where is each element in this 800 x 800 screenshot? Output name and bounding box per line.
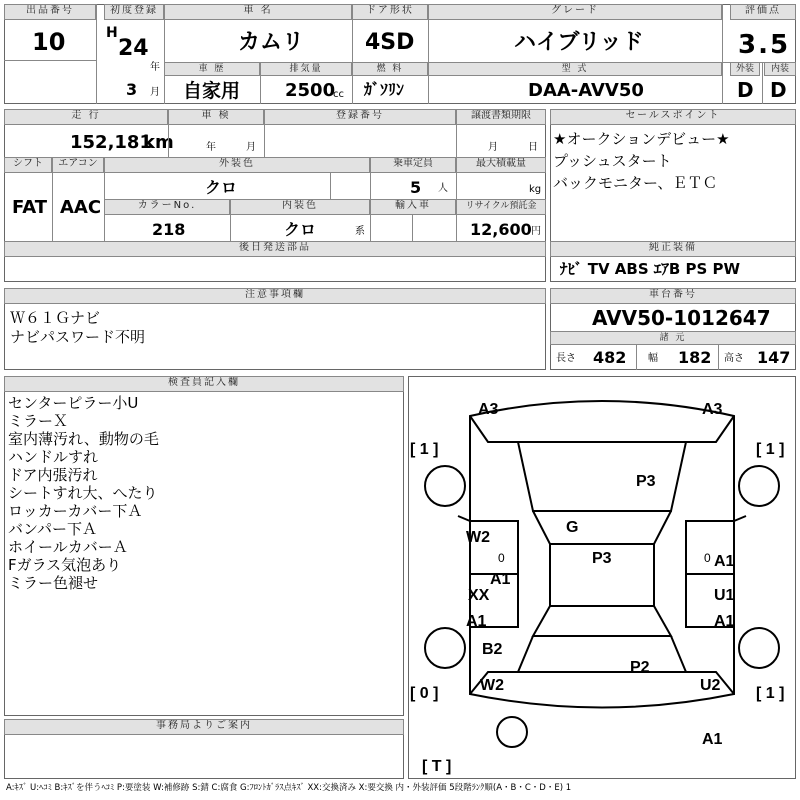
transfer-month: 月 [488,142,498,153]
inspector-line: ミラーＸ [8,412,69,430]
inspector-line: ドア内張汚れ [8,466,98,484]
length: 482 [593,348,627,367]
label-w2-rear: W2 [480,677,504,694]
inspector-line: ハンドルすれ [8,448,99,466]
divider [762,62,763,104]
fuel: ｶﾞｿﾘﾝ [364,80,405,99]
divider [722,4,723,104]
transfer-day: 日 [528,142,538,153]
ac: AAC [60,197,102,218]
label-u1: U1 [714,587,735,604]
windshield [533,511,671,544]
divider [718,345,719,370]
inspector-line: バンパー下Ａ [8,520,97,538]
tire-front-left [425,466,465,506]
label-a1-bottom: A1 [702,731,723,748]
label-p3-top: P3 [636,473,656,490]
inspector-line: Fガラス気泡あり [8,556,122,574]
label-tire-fl: [ 1 ] [410,441,439,458]
fuel-header: 燃 料 [352,62,428,76]
interior-header: 内装 [764,62,796,76]
divider [330,173,331,199]
inspector-line: シートすれ大、へたり [8,484,158,502]
sales-point-line: プッシュスタート [553,152,672,170]
capacity: 5 [410,178,422,197]
label-tire-rr: [ 1 ] [756,685,785,702]
tire-rear-left [425,628,465,668]
height-label: 高さ [724,353,744,364]
dims-header: 諸 元 [550,331,796,345]
mileage: 152,181 [70,132,152,153]
notes-header: 注意事項欄 [4,288,546,304]
chassis-header: 車台番号 [550,288,796,304]
lot-number: 10 [32,28,66,56]
label-tire-fr: [ 1 ] [756,441,785,458]
reg-year: 24 [118,36,149,61]
capacity-unit: 人 [438,183,448,194]
month-unit: 月 [150,87,160,98]
trunk [518,636,686,672]
reg-no-header: 登録番号 [264,109,456,125]
model: DAA-AVV50 [528,80,644,101]
shift-header: シフト [4,157,52,173]
exterior-grade: D [737,78,754,102]
sales-points-header: セールスポイント [550,109,796,125]
label-u2: U2 [700,677,721,694]
model-header: 型 式 [428,62,722,76]
label-tire-rl: [ 0 ] [410,685,439,702]
label-g: G [566,519,579,536]
label-a1-right-low: A1 [714,613,735,630]
displacement: 2500 [285,80,336,101]
notes-line: Ｗ６１Ｇナビ [10,309,101,327]
displacement-header: 排気量 [260,62,352,76]
inspection-header: 車 検 [168,109,264,125]
exterior-header: 外装 [730,62,760,76]
mileage-unit: km [143,132,174,153]
color-no: 218 [152,220,186,239]
import-header: 輸入車 [370,199,456,215]
label-p2: P2 [630,659,650,676]
inspector-line: センターピラー小U [8,394,139,412]
label-zero-a: 0 [498,551,505,565]
sales-point-line: バックモニター、ＥＴＣ [553,174,718,192]
label-w2-left: W2 [466,529,490,546]
tire-rear-right [739,628,779,668]
first-reg-header: 初度登録 [104,4,164,20]
inspector-line: ミラー色褪せ [8,574,99,592]
doors: 4SD [365,30,415,55]
label-b2: B2 [482,641,503,658]
mileage-header: 走 行 [4,109,168,125]
chassis-number: AVV50-1012647 [592,306,771,330]
sales-point-line: ★オークションデビュー★ [553,130,730,148]
score: 3.5 [738,30,791,60]
grade: ハイブリッド [514,30,644,55]
front-bumper [470,416,734,442]
displacement-unit: cc [333,89,344,100]
label-a3-left: A3 [478,401,499,418]
lot-number-header: 出品番号 [4,4,96,20]
car-diagram [408,376,796,779]
width-label: 幅 [648,353,658,364]
score-header: 評価点 [730,4,796,20]
divider [4,60,96,61]
height: 147 [757,348,791,367]
tire-front-right [739,466,779,506]
inspection-month: 月 [246,142,256,153]
ac-header: エアコン [52,157,104,173]
history: 自家用 [183,80,241,102]
history-header: 車 歴 [164,62,260,76]
notes-line: ナビパスワード不明 [10,328,146,346]
capacity-header: 乗車定員 [370,157,456,173]
load-header: 最大積載量 [456,157,546,173]
color: クロ [205,178,238,197]
office-header: 事務局よりご案内 [4,719,404,735]
spare-tire [497,717,527,747]
label-a1-right-top: A1 [714,553,735,570]
year-unit: 年 [150,62,160,73]
recycle: 12,600 [470,220,532,239]
interior-grade: D [770,78,787,102]
inspection-year: 年 [206,142,216,153]
era: H [106,25,118,41]
shift: FAT [12,197,48,218]
interior-color: クロ [284,220,317,239]
width: 182 [678,348,712,367]
interior-color-suffix: 系 [355,226,365,237]
transfer-header: 譲渡書類期限 [456,109,546,125]
divider [636,345,637,370]
divider [96,4,97,104]
car-name-header: 車 名 [164,4,352,20]
equipment-items: ﾅﾋﾞ TV ABS ｴｱB PS PW [560,260,741,278]
label-a3-right: A3 [702,401,723,418]
label-zero-b: 0 [704,551,711,565]
delivery-header: 後日発送部品 [4,241,546,257]
inspector-header: 検査員記入欄 [4,376,404,392]
grade-header: グレード [428,4,722,20]
doors-header: ドア形状 [352,4,428,20]
inspector-line: ホイールカバーＡ [8,538,128,556]
rear-window [533,606,671,636]
recycle-header: リサイクル預託金 [456,199,546,215]
rear-bumper [470,672,734,694]
label-xx: XX [468,587,490,604]
label-p3-mid: P3 [592,550,612,567]
load-unit: kg [529,184,542,195]
hood [518,442,686,511]
color-header: 外装色 [104,157,370,173]
label-spare: [ T ] [422,758,452,775]
recycle-unit: 円 [531,226,541,237]
inspector-line: 室内薄汚れ、動物の毛 [8,430,159,448]
color-no-header: カラーNo. [104,199,230,215]
reg-month: 3 [126,80,138,99]
equipment-header: 純正装備 [550,241,796,257]
interior-color-header: 内装色 [230,199,370,215]
label-a1-left-low: A1 [466,613,487,630]
length-label: 長さ [556,353,576,364]
car-name: カムリ [238,30,305,55]
inspector-line: ロッカーカバー下Ａ [8,502,143,520]
legend: A:ｷｽﾞ U:ﾍｺﾐ B:ｷｽﾞを伴うﾍｺﾐ P:要塗装 W:補修跡 S:錆 C:腐食 G:ﾌﾛﾝﾄｶﾞﾗｽ点ｷｽﾞ XX:交換済み X:要交換 内・外装評価 5段階ﾗﾝｸ順(A・B・C・D・E) 1 [6,783,572,793]
label-a1-left-door: A1 [490,571,511,588]
divider [412,215,413,241]
